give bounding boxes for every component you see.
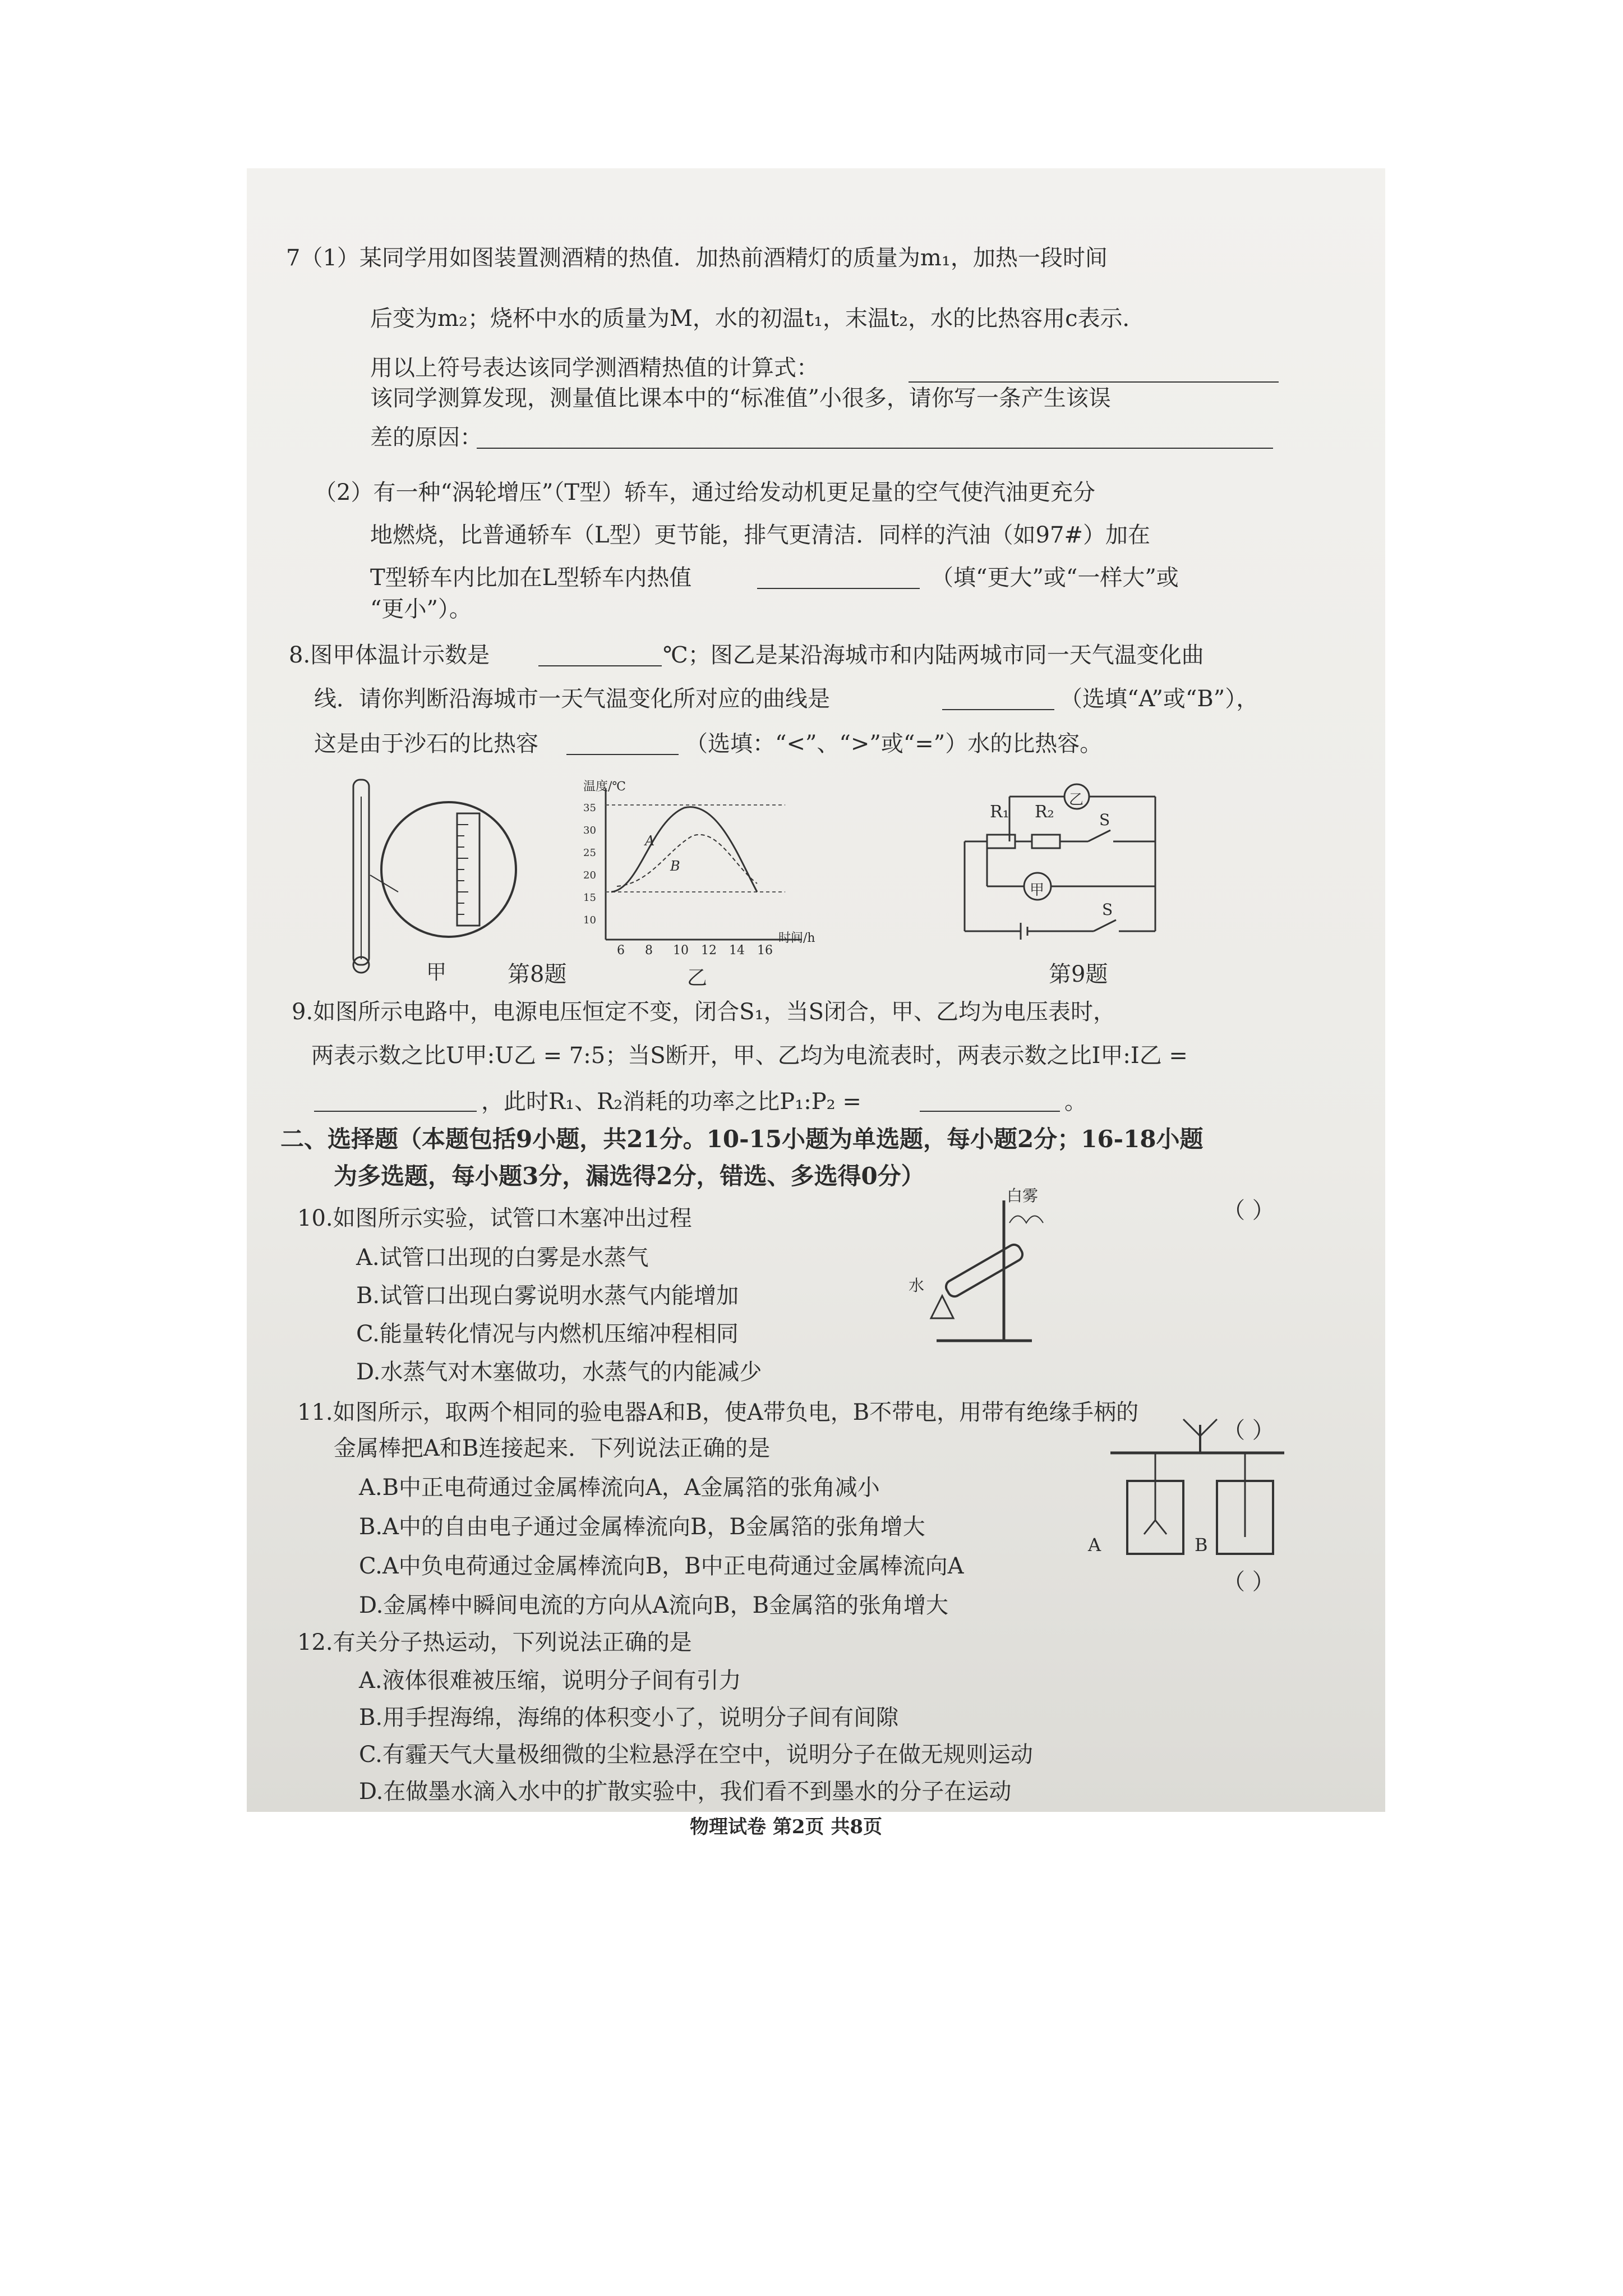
q7-line3: 用以上符号表达该同学测酒精热值的计算式： [370,355,819,381]
chart-xtick: 6 [617,944,625,958]
chart-xtick: 16 [757,944,773,958]
q10-bracket[interactable]: （ ） [1223,1198,1275,1223]
q10-option-c: C.能量转化情况与内燃机压缩冲程相同 [356,1321,739,1347]
q12-bracket[interactable]: （ ） [1223,1569,1275,1595]
q10-option-b: B.试管口出现白雾说明水蒸气内能增加 [356,1283,739,1309]
chart-ytick: 30 [583,825,596,836]
chart-ytick: 25 [583,847,596,859]
q7-line4: 该同学测算发现，测量值比课本中的“标准值”小很多，请你写一条产生该误 [370,385,1111,411]
q9-line2: 两表示数之比U甲:U乙 = 7:5；当S断开，甲、乙均为电流表时，两表示数之比I甲:I乙 = [311,1043,1188,1069]
q7-line8: T型轿车内比加在L型轿车内热值 [370,565,692,591]
electroscope-b-label: B [1195,1534,1208,1556]
resistor-r1-label: R₁ [990,802,1009,822]
section2-line2: 为多选题，每小题3分，漏选得2分，错选、多选得0分） [334,1162,925,1190]
q7-line2: 后变为m₂；烧杯中水的质量为M，水的初温t₁，末温t₂，水的比热容用c表示． [370,306,1145,332]
q10-stem: 10.如图所示实验，试管口木塞冲出过程 [297,1205,692,1231]
answer-blank[interactable] [314,1111,477,1112]
switch-s-label: S [1102,900,1113,919]
answer-blank[interactable] [538,665,662,666]
chart-ytick: 15 [583,892,596,904]
q7-line9: “更小”）。 [370,596,472,622]
q10-option-a: A.试管口出现的白雾是水蒸气 [356,1245,649,1271]
answer-blank[interactable] [566,754,679,755]
caption-jia: 甲 [426,961,447,984]
answer-blank[interactable] [942,709,1054,710]
chart-xtick: 12 [701,944,717,958]
water-label: 水 [909,1276,925,1295]
chart-ytick: 10 [583,914,596,926]
q8-line3a: 这是由于沙石的比热容 [314,731,538,757]
curve-a-label: A [645,833,655,849]
q9-line3a: ，此时R₁、R₂消耗的功率之比P₁:P₂ = [481,1089,861,1115]
caption-yi: 乙 [687,967,708,990]
resistor-r2-label: R₂ [1035,802,1054,822]
q11-option-b: B.A中的自由电子通过金属棒流向B，B金属箔的张角增大 [359,1514,925,1540]
chart-ytick: 35 [583,802,596,814]
q8-line1a: 8.图甲体温计示数是 [289,642,490,668]
q7-line8b: （填“更大”或“一样大”或 [931,565,1179,591]
q11-stem1: 11.如图所示，取两个相同的验电器A和B，使A带负电，B不带电，用带有绝缘手柄的 [297,1400,1139,1425]
q11-stem2: 金属棒把A和B连接起来．下列说法正确的是 [334,1435,771,1461]
section2-line1: 二、选择题（本题包括9小题，共21分。10-15小题为单选题，每小题2分；16-18小题 [280,1125,1204,1153]
meter-jia-label: 甲 [1030,882,1045,899]
q8-line3b: （选填：“<”、“>”或“=”）水的比热容。 [685,731,1103,757]
chart-xtick: 10 [673,944,689,958]
answer-blank[interactable] [920,1111,1060,1112]
page-footer: 物理试卷 第2页 共8页 [690,1816,882,1838]
q9-line3b: 。 [1064,1089,1087,1115]
q11-option-c: C.A中负电荷通过金属棒流向B，B中正电荷通过金属棒流向A [359,1553,964,1579]
q12-option-b: B.用手捏海绵，海绵的体积变小了，说明分子间有间隙 [359,1705,899,1731]
q11-option-a: A.B中正电荷通过金属棒流向A，A金属箔的张角减小 [359,1475,880,1501]
thermometer-figure [336,774,522,976]
q8-line2b: （选填“A”或“B”）， [1060,686,1259,712]
answer-blank[interactable] [909,381,1279,383]
answer-blank[interactable] [757,588,920,589]
q12-option-d: D.在做墨水滴入水中的扩散实验中，我们看不到墨水的分子在运动 [359,1779,1012,1805]
q7-line7: 地燃烧，比普通轿车（L型）更节能，排气更清洁．同样的汽油（如97#）加在 [370,522,1150,548]
q8-line1b: ℃；图乙是某沿海城市和内陆两城市同一天气温变化曲 [663,642,1204,668]
temperature-chart [572,777,813,962]
chart-xlabel: 时间/h [778,931,815,945]
q9-line1: 9.如图所示电路中，电源电压恒定不变，闭合S₁，当S闭合，甲、乙均为电压表时， [292,999,1116,1025]
answer-blank[interactable] [477,448,1273,449]
chart-ytick: 20 [583,869,596,881]
electroscope-a-label: A [1088,1534,1101,1556]
q7-line1: 7（1）某同学用如图装置测酒精的热值．加热前酒精灯的质量为m₁，加热一段时间 [286,245,1108,271]
fog-label: 白雾 [1007,1186,1039,1205]
meter-yi-label: 乙 [1069,792,1084,808]
chart-xtick: 8 [645,944,653,958]
test-tube-figure [909,1189,1077,1352]
q12-option-c: C.有霾天气大量极细微的尘粒悬浮在空中，说明分子在做无规则运动 [359,1742,1033,1768]
caption-9: 第9题 [1049,961,1108,987]
chart-ylabel: 温度/℃ [583,780,626,794]
q11-bracket[interactable]: （ ） [1223,1418,1275,1443]
q11-option-d: D.金属棒中瞬间电流的方向从A流向B，B金属箔的张角增大 [359,1593,949,1618]
switch-s1-label: S [1099,811,1110,829]
q7-line6: （2）有一种“涡轮增压”（T型）轿车，通过给发动机更足量的空气使汽油更充分 [314,480,1096,505]
caption-8: 第8题 [508,961,567,987]
q12-stem: 12.有关分子热运动，下列说法正确的是 [297,1630,692,1655]
q7-line5: 差的原因： [370,425,482,450]
q8-line2a: 线．请你判断沿海城市一天气温变化所对应的曲线是 [314,686,830,712]
curve-b-label: B [670,858,680,874]
q12-option-a: A.液体很难被压缩，说明分子间有引力 [359,1668,741,1694]
chart-xtick: 14 [729,944,745,958]
q10-option-d: D.水蒸气对木塞做功，水蒸气的内能减少 [356,1359,762,1385]
